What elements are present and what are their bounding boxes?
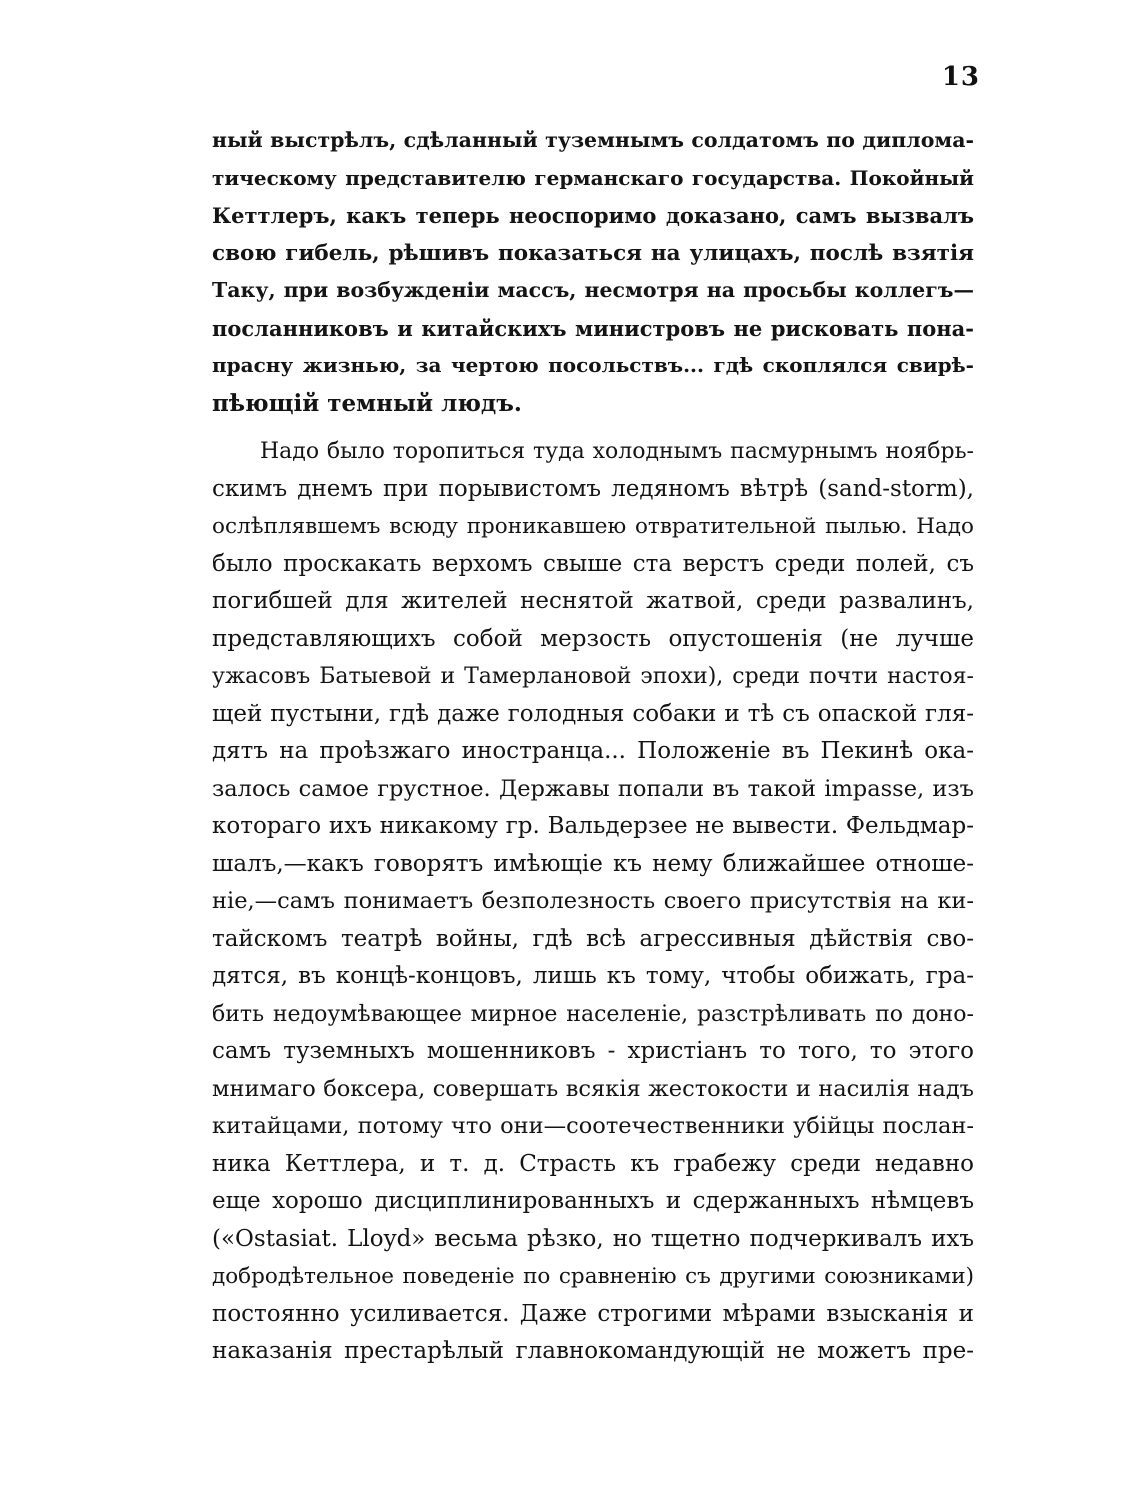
text-line: представляющихъ собой мерзость опустошенія (не лучше: [212, 625, 974, 652]
text-line: было проскакать верхомъ свыше ста верстъ среди полей, съ: [212, 550, 974, 577]
text-line: пѣющій темный людъ.: [212, 389, 522, 417]
text-line: дятся, въ концѣ-концовъ, лишь къ тому, чтобы обижать, гра-: [212, 963, 974, 989]
text-line: посланниковъ и китайскихъ министровъ не рисковать пона-: [212, 315, 974, 341]
text-line: прасну жизнью, за чертою посольствъ... гдѣ скоплялся свирѣ-: [212, 353, 974, 377]
text-line: ніе,—самъ понимаетъ безполезность своего присутствія на ки-: [212, 888, 974, 914]
paragraph-1: [212, 122, 974, 422]
text-line: тайскомъ театрѣ войны, гдѣ всѣ агрессивныя дѣйствія сво-: [212, 925, 974, 952]
text-line: щей пустыни, гдѣ даже голодныя собаки и тѣ съ опаской гля-: [212, 700, 974, 727]
text-line: дятъ на проѣзжаго иностранца... Положеніе въ Пекинѣ ока-: [212, 738, 974, 764]
text-line: Надо было торопиться туда холоднымъ пасмурнымъ ноябрь-: [260, 439, 974, 464]
text-line: еще хорошо дисциплинированныхъ и сдержанныхъ нѣмцевъ: [212, 1188, 974, 1214]
text-line: ный выстрѣлъ, сдѣланный туземнымъ солдатомъ по диплома-: [212, 128, 974, 152]
text-line: китайцами, потому что они—соотечественники убійцы послан-: [212, 1113, 974, 1139]
text-line: котораго ихъ никакому гр. Вальдерзее не вывести. Фельдмар-: [212, 813, 974, 839]
text-line: добродѣтельное поведеніе по сравненію съ другими союзниками): [212, 1264, 974, 1289]
text-line: наказанія престарѣлый главнокомандующій не можетъ пре-: [212, 1338, 974, 1364]
text-line: бить недоумѣвающее мирное населеніе, разстрѣливать по доно-: [212, 1001, 974, 1027]
text-line: («Ostasiat. Lloyd» весьма рѣзко, но тщетно подчеркивалъ ихъ: [212, 1225, 974, 1252]
text-line: постоянно усиливается. Даже строгими мѣрами взысканія и: [212, 1300, 974, 1327]
text-line: ослѣплявшемъ всюду проникавшею отвратительной пылью. Надо: [212, 514, 974, 539]
text-line: мнимаго боксера, совершать всякія жестокости и насилія надъ: [212, 1075, 974, 1102]
text-line: самъ туземныхъ мошенниковъ - христіанъ то того, то этого: [212, 1038, 974, 1064]
paragraph-2: [212, 433, 974, 1371]
text-line: погибшей для жителей неснятой жатвой, среди развалинъ,: [212, 588, 974, 614]
text-line: свою гибель, рѣшивъ показаться на улицахъ, послѣ взятія: [212, 240, 974, 266]
page-number: 13: [941, 62, 980, 92]
text-line: Кеттлеръ, какъ теперь неоспоримо доказано, самъ вызвалъ: [212, 203, 974, 228]
text-line: ужасовъ Батыевой и Тамерлановой эпохи), среди почти настоя-: [212, 664, 974, 689]
text-line: ника Кеттлера, и т. д. Страсть къ грабежу среди недавно: [212, 1150, 974, 1177]
text-line: скимъ днемъ при порывистомъ ледяномъ вѣтрѣ (sand-storm),: [212, 475, 974, 502]
text-line: шалъ,—какъ говорятъ имѣющіе къ нему ближайшее отноше-: [212, 850, 974, 877]
text-line: залось самое грустное. Державы попали въ такой impasse, изъ: [212, 775, 974, 802]
text-line: Таку, при возбужденіи массъ, несмотря на просьбы коллегъ—: [212, 278, 974, 302]
text-line: тическому представителю германскаго государства. Покойный: [212, 165, 974, 190]
